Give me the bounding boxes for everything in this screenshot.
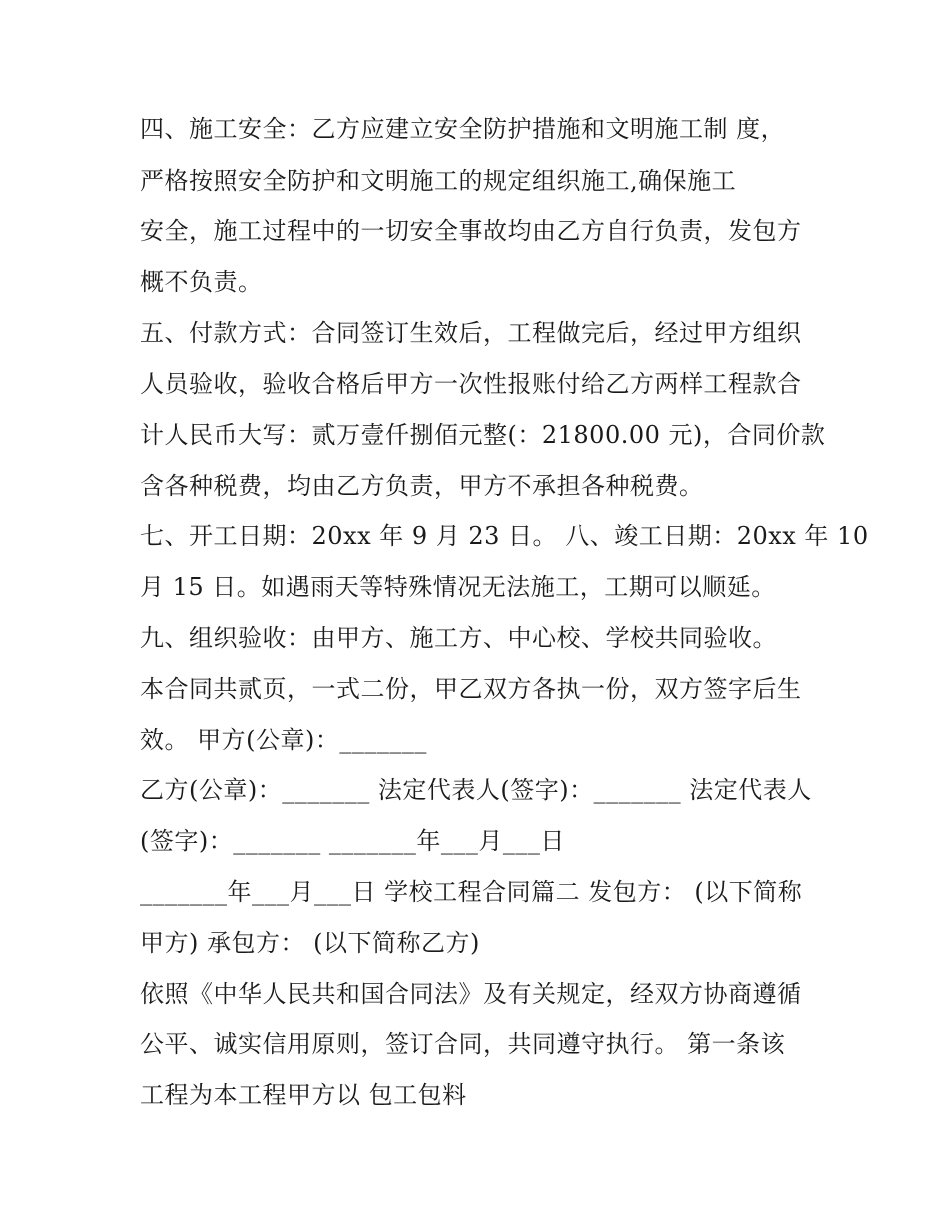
text-line: 本合同共贰页，一式二份，甲乙双方各执一份，双方签字后生 bbox=[140, 675, 802, 703]
text-line: 严格按照安全防护和文明施工的规定组织施工,确保施工 bbox=[140, 167, 737, 195]
text-line: 依照《中华人民共和国合同法》及有关规定，经双方协商遵循 bbox=[140, 980, 802, 1008]
text-line: 公平、诚实信用原则，签订合同，共同遵守执行。 第一条该 bbox=[140, 1030, 786, 1058]
text-line: _______年___月___日 学校工程合同篇二 发包方： (以下简称 bbox=[140, 878, 803, 906]
text-line: 安全，施工过程中的一切安全事故均由乙方自行负责，发包方 bbox=[140, 217, 802, 245]
text-line: 五、付款方式：合同签订生效后，工程做完后，经过甲方组织 bbox=[140, 319, 802, 347]
text-line: 月 15 日。如遇雨天等特殊情况无法施工，工期可以顺延。 bbox=[140, 573, 776, 601]
text-line: 九、组织验收：由甲方、施工方、中心校、学校共同验收。 bbox=[140, 624, 777, 652]
text-line: 甲方) 承包方： (以下简称乙方) bbox=[140, 929, 480, 957]
text-line: (签字)：_______ _______年___月___日 bbox=[140, 827, 565, 855]
text-line: 人员验收，验收合格后甲方一次性报账付给乙方两样工程款合 bbox=[140, 370, 802, 398]
text-line: 七、开工日期：20xx 年 9 月 23 日。 八、竣工日期：20xx 年 10 bbox=[140, 522, 869, 550]
text-line: 工程为本工程甲方以 包工包料 bbox=[140, 1081, 467, 1109]
text-line: 效。 甲方(公章)：_______ bbox=[140, 726, 427, 754]
text-line: 乙方(公章)：_______ 法定代表人(签字)：_______ 法定代表人 bbox=[140, 776, 812, 804]
text-line: 含各种税费，均由乙方负责，甲方不承担各种税费。 bbox=[140, 472, 704, 500]
text-line: 概不负责。 bbox=[140, 268, 263, 296]
text-line: 计人民币大写：贰万壹仟捌佰元整(：21800.00 元)，合同价款 bbox=[140, 421, 826, 449]
text-line: 四、施工安全：乙方应建立安全防护措施和文明施工制 度， bbox=[140, 115, 786, 143]
